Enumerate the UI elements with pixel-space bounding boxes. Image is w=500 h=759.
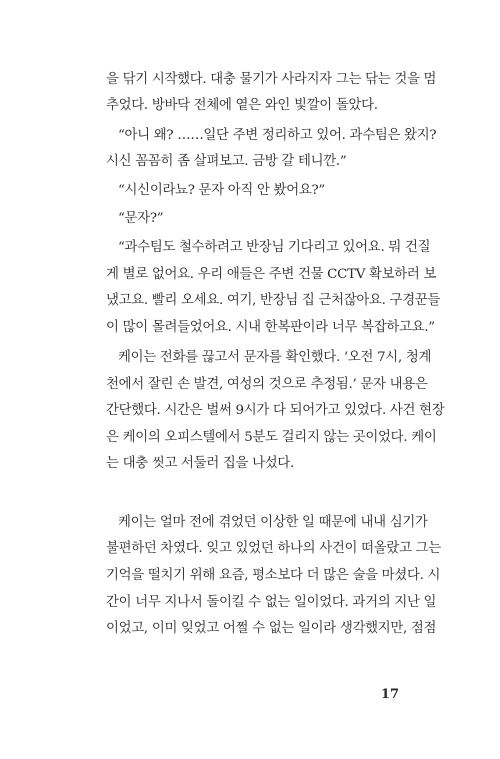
- body-line: “시신이라뇨? 문자 아직 안 봤어요?”: [118, 183, 325, 198]
- body-line: 간단했다. 시간은 벌써 9시가 다 되어가고 있었다. 사건 현장: [106, 403, 445, 418]
- body-line: 간이 너무 지나서 돌이킬 수 없는 일이었다. 과거의 지난 일: [106, 595, 437, 610]
- body-line: 이었고, 이미 잊었고 어쩔 수 없는 일이라 생각했지만, 점점: [106, 621, 437, 636]
- body-line: 케이는 얼마 전에 겪었던 이상한 일 때문에 내내 심기가: [118, 515, 428, 530]
- body-line: 냈고요. 빨리 오세요. 여기, 반장님 집 근처잖아요. 구경꾼들: [106, 293, 441, 308]
- body-line: 천에서 잘린 손 발견, 여성의 것으로 추정됨.’ 문자 내용은: [106, 377, 428, 392]
- body-line: 게 별로 없어요. 우리 애들은 주변 건물 CCTV 확보하러 보: [106, 267, 437, 282]
- body-line: 은 케이의 오피스텔에서 5분도 걸리지 않는 곳이었다. 케이: [106, 430, 437, 445]
- body-line: “아니 왜? ……일단 주변 정리하고 있어. 과수팀은 왔지?: [118, 128, 437, 143]
- body-line: 불편하던 차였다. 잊고 있었던 하나의 사건이 떠올랐고 그는: [106, 541, 441, 556]
- body-line: “문자?”: [118, 211, 164, 226]
- page-number: 17: [380, 687, 399, 702]
- body-line: 케이는 전화를 끊고서 문자를 확인했다. ‘오전 7시, 청계: [118, 350, 432, 365]
- body-line: 는 대충 씻고 서둘러 집을 나섰다.: [106, 456, 294, 471]
- body-line: “과수팀도 철수하려고 반장님 기다리고 있어요. 뭐 건질: [118, 240, 431, 255]
- body-line: 이 많이 몰려들었어요. 시내 한복판이라 너무 복잡하고요.”: [106, 320, 435, 335]
- body-line: 을 닦기 시작했다. 대충 물기가 사라지자 그는 닦는 것을 멈: [106, 72, 437, 87]
- body-line: 추었다. 방바닥 전체에 옅은 와인 빛깔이 돌았다.: [106, 98, 378, 113]
- body-line: 기억을 떨치기 위해 요즘, 평소보다 더 많은 술을 마셨다. 시: [106, 568, 441, 583]
- body-line: 시신 꼼꼼히 좀 살펴보고. 금방 갈 테니깐.”: [106, 154, 347, 169]
